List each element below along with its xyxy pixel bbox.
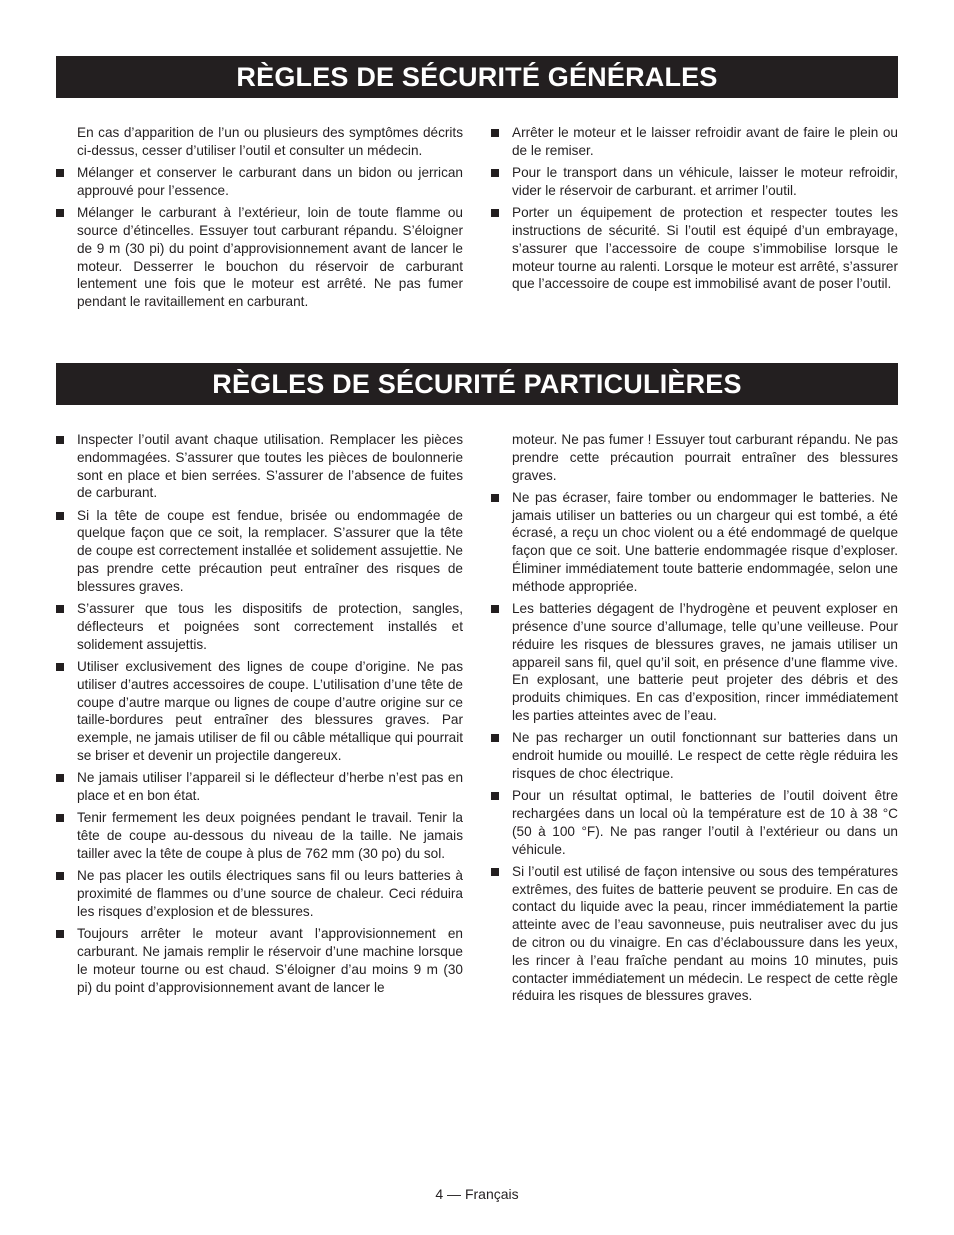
list-item-text: Toujours arrêter le moteur avant l’approvisionnement en carburant. Ne jamais remplir le réservoir d’une machine lorsque le moteur tourne ou est chaud. S’éloigner d’au moins 9 m (30 pi) du point d’approvisionnement avant de lancer le (77, 926, 463, 995)
bullet-square-icon (491, 734, 499, 742)
particular-right-column (491, 431, 898, 1010)
list-item (56, 809, 463, 862)
list-item-text: Pour le transport dans un véhicule, laisser le moteur refroidir, vider le réservoir de carburant. et arrimer l’outil. (512, 165, 898, 198)
bullet-square-icon (56, 872, 64, 880)
list-item-text: Ne jamais utiliser l’appareil si le déflecteur d’herbe n’est pas en place et en bon état. (77, 770, 463, 804)
page-footer (0, 1186, 954, 1202)
list-item (56, 204, 463, 311)
list-item-text: S’assurer que tous les dispositifs de protection, sangles, déflecteurs et poignées sont correctement installés et solidement assujettis. (77, 601, 463, 652)
paragraph: En cas d’apparition de l’un ou plusieurs des symptômes décrits ci-dessus, cesser d’utiliser l’outil et consulter un médecin. (77, 125, 463, 158)
bullet-square-icon (56, 512, 64, 520)
list-item-text: Mélanger et conserver le carburant dans un bidon ou jerrican approuvé pour l’essence. (77, 165, 463, 198)
list-item (56, 867, 463, 920)
list-item (56, 164, 463, 200)
list-item-text: Porter un équipement de protection et respecter toutes les instructions de sécurité. Si l’outil est équipé d’un embrayage, s’assurer que l’accessoire de coupe s’immobilise lorsque le moteur tourne au ralenti. Lorsque le moteur est arrêté, s’assurer que l’accessoire de coupe est immobilisé avant de poser l’outil. (512, 205, 898, 292)
list-item (56, 769, 463, 805)
list-item-text: Arrêter le moteur et le laisser refroidir avant de faire le plein ou de le remiser. (512, 125, 898, 158)
bullet-square-icon (56, 436, 64, 444)
list-item (491, 204, 898, 293)
list-item-text: Ne pas recharger un outil fonctionnant sur batteries dans un endroit humide ou mouillé. Le respect de cette règle réduira les risques de choc électrique. (512, 730, 898, 781)
list-item (491, 729, 898, 782)
bullet-square-icon (491, 605, 499, 613)
section-title-general: RÈGLES DE SÉCURITÉ GÉNÉRALES (56, 56, 898, 98)
list-item (56, 925, 463, 996)
list-item-text: Inspecter l’outil avant chaque utilisation. Remplacer les pièces endommagées. S’assurer que toutes les pièces de boulonnerie sont en place et bien serrées. S’assurer de l’absence de fuites de carburant. (77, 432, 463, 501)
list-item-text: Si la tête de coupe est fendue, brisée ou endommagée de quelque façon que ce soit, la remplacer. S’assurer que la tête de coupe est correctement installée et solidement assujettie. Ne pas prendre cette précaution peut entraîner des risques de blessures graves. (77, 507, 463, 594)
particular-left-column (56, 431, 463, 1001)
general-right-column (491, 124, 898, 298)
list-item-text: Si l’outil est utilisé de façon intensive ou sous des températures extrêmes, des fuites de batterie peuvent se produire. En cas de contact du liquide avec la peau, rincer immédiatement la partie atteinte avec de l’eau savonneuse, puis neutraliser avec du jus de citron ou du vinaigre. En cas d’éclaboussure dans les yeux, les rincer à l’eau fraîche pendant au moins 10 minutes, puis contacter immédiatement un médecin. Le respect de cette règle réduira les risques de blessures graves. (512, 863, 898, 1004)
continued-paragraph: moteur. Ne pas fumer ! Essuyer tout carburant répandu. Ne pas prendre cette précaution pourrait entraîner des blessures graves. (512, 432, 898, 483)
list-item-text: Mélanger le carburant à l’extérieur, loin de toute flamme ou source d’étincelles. Essuyer tout carburant répandu. S’éloigner de 9 m (30 pi) du point d’approvisionnement avant de lancer le moteur. Desserrer le bouchon du réservoir de carburant lentement une fois que le moteur est arrêté. Ne pas fumer pendant le ravitaillement en carburant. (77, 205, 463, 310)
bullet-square-icon (491, 494, 499, 502)
list-item (56, 600, 463, 653)
bullet-square-icon (56, 663, 64, 671)
bullet-square-icon (56, 605, 64, 613)
bullet-square-icon (56, 814, 64, 822)
list-item (56, 658, 463, 765)
page-number-label: 4 — Français (435, 1186, 519, 1202)
bullet-square-icon (491, 868, 499, 876)
general-left-column (56, 124, 463, 315)
list-item-text: Ne pas écraser, faire tomber ou endommager le batteries. Ne jamais utiliser un batteries ou un chargeur qui est tombé, a été écrasé, a reçu un choc violent ou a été endommagé de quelque façon que ce soit. Une batterie endommagée risque d’exploser. Éliminer immédiatement toute batterie endommagée, selon une méthode appropriée. (512, 489, 898, 594)
list-item-text: Utiliser exclusivement des lignes de coupe d’origine. Ne pas utiliser d’autres accessoires de coupe. L’utilisation d’une tête de coupe d’autre marque ou lignes de coupe d’autre origine sur ce taille-bordures peut entraîner des blessures graves. Par exemple, ne jamais utiliser de fil ou câble métallique qui pourrait se briser et devenir un projectile dangereux. (77, 659, 463, 764)
bullet-square-icon (491, 792, 499, 800)
section-title-particular: RÈGLES DE SÉCURITÉ PARTICULIÈRES (56, 363, 898, 405)
list-item (491, 787, 898, 858)
list-item-text: Les batteries dégagent de l’hydrogène et peuvent exploser en présence d’une source d’allumage, telle qu’une veilleuse. Pour réduire les risques de blessures graves, ne jamais utiliser un appareil sans fil, quel qu’il soit, en présence d’une flamme vive. En explosant, une batterie peut projeter des débris et des produits chimiques. En cas d’exposition, rincer immédiatement les parties atteintes avec de l’eau. (512, 601, 898, 723)
bullet-square-icon (491, 169, 499, 177)
list-item (56, 431, 463, 502)
list-item-text: Tenir fermement les deux poignées pendant le travail. Tenir la tête de coupe au-dessous du niveau de la taille. Ne jamais tailler avec la tête de coupe à plus de 762 mm (30 po) du sol. (77, 810, 463, 862)
bullet-square-icon (56, 930, 64, 938)
bullet-square-icon (56, 169, 64, 177)
bullet-square-icon (491, 209, 499, 217)
list-item (491, 124, 898, 160)
bullet-square-icon (56, 774, 64, 782)
list-item (491, 489, 898, 596)
list-item (491, 600, 898, 725)
list-item (491, 863, 898, 1005)
bullet-square-icon (56, 209, 64, 217)
list-item (56, 507, 463, 596)
list-item-text: Ne pas placer les outils électriques sans fil ou leurs batteries à proximité de flammes ou d’une source de chaleur. Ceci réduira les risques d’explosion et de blessures. (77, 868, 463, 919)
list-item (491, 164, 898, 200)
bullet-square-icon (491, 129, 499, 137)
list-item-text: Pour un résultat optimal, le batteries de l’outil doivent être rechargées dans un local où la température est de 10 à 38 °C (50 à 100 °F). Ne pas ranger l’outil à l’extérieur ou dans un véhicule. (512, 788, 898, 857)
